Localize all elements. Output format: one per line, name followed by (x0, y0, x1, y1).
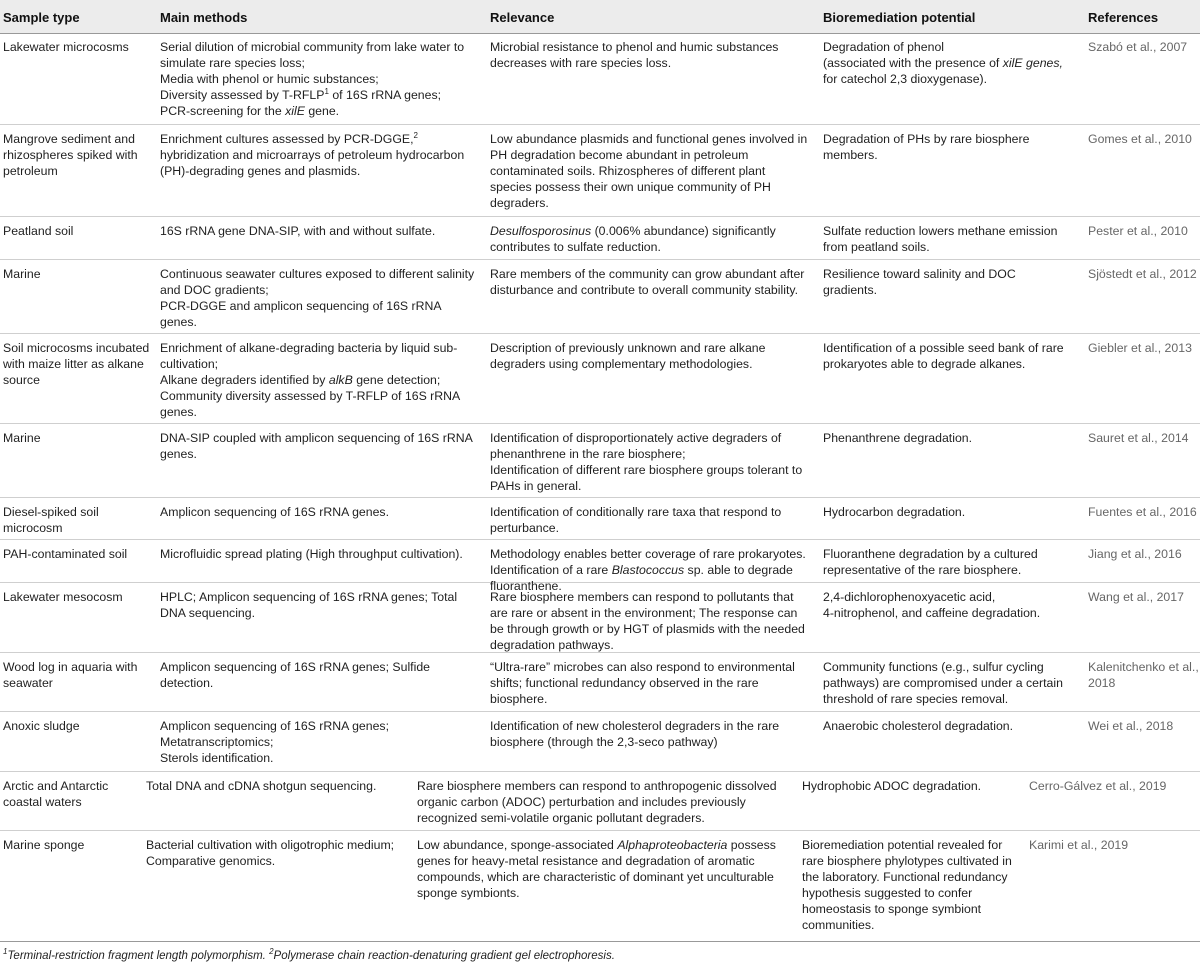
reference-cell: Cerro-Gálvez et al., 2019 (1029, 779, 1167, 793)
potential-cell: Degradation of phenol (associated with the presence of xilE genes, for catechol 2,3 dioxygenase). (823, 40, 1063, 86)
reference-cell: Gomes et al., 2010 (1088, 132, 1192, 146)
methods-cell: Enrichment cultures assessed by PCR-DGGE,$^2$ hybridization and microarrays of petroleum hydrocarbon (PH)-degrading genes and plasmids. (160, 130, 465, 178)
table-row (0, 653, 1200, 712)
methods-cell: Amplicon sequencing of 16S rRNA genes; Sulfide detection. (160, 660, 431, 690)
reference-cell: Sauret et al., 2014 (1088, 431, 1189, 445)
potential-cell: Hydrocarbon degradation. (823, 505, 966, 519)
table-row (0, 712, 1200, 772)
methods-cell: Serial dilution of microbial community from lake water to simulate rare species loss; Media with phenol or humic substances; Diversity assessed by T-RFLP$^1$ of 16S rRNA genes; PCR-screening for the xilE gene. (160, 40, 465, 118)
reference-cell: Jiang et al., 2016 (1088, 547, 1182, 561)
reference-cell: Pester et al., 2010 (1088, 224, 1188, 238)
relevance-cell: Identification of conditionally rare taxa that respond to perturbance. (490, 505, 782, 535)
relevance-cell: Methodology enables better coverage of rare prokaryotes. Identification of a rare Blastococcus sp. able to degrade fluoranthene. (490, 547, 806, 593)
relevance-cell: Low abundance, sponge-associated Alphaproteobacteria possess genes for heavy-metal resistance and degradation of aromatic compounds, which are characteristic of dominant yet unculturable sponge symbionts. (417, 838, 776, 900)
table-row (0, 831, 1200, 940)
sample-type-cell: Lakewater mesocosm (3, 590, 123, 604)
potential-cell: Sulfate reduction lowers methane emission from peatland soils. (823, 224, 1058, 254)
methods-cell: DNA-SIP coupled with amplicon sequencing of 16S rRNA genes. (160, 431, 473, 461)
table-row (0, 260, 1200, 334)
sample-type-cell: Marine (3, 267, 41, 281)
relevance-cell: Identification of new cholesterol degraders in the rare biosphere (through the 2,3-seco pathway) (490, 719, 780, 749)
header-relevance: Relevance (490, 10, 555, 25)
reference-cell: Wei et al., 2018 (1088, 719, 1174, 733)
reference-cell: Szabó et al., 2007 (1088, 40, 1188, 54)
sample-type-cell: Arctic and Antarctic coastal waters (3, 779, 109, 809)
header-sample-type: Sample type (3, 10, 80, 25)
relevance-cell: Identification of disproportionately active degraders of phenanthrene in the rare biosphere; Identification of different rare biosphere groups tolerant to PAHs in general. (490, 431, 803, 493)
methods-cell: HPLC; Amplicon sequencing of 16S rRNA genes; Total DNA sequencing. (160, 590, 458, 620)
table-row (0, 217, 1200, 260)
relevance-cell: Rare members of the community can grow abundant after disturbance and contribute to overall community stability. (490, 267, 805, 297)
relevance-cell: Low abundance plasmids and functional genes involved in PH degradation become abundant in petroleum contaminated soils. Rhizospheres of different plant species possess their own unique community of PH degraders. (490, 132, 808, 210)
methods-cell: Microfluidic spread plating (High throughput cultivation). (160, 547, 463, 561)
potential-cell: 2,4-dichlorophenoxyacetic acid, 4-nitrophenol, and caffeine degradation. (823, 590, 1041, 620)
potential-cell: Identification of a possible seed bank of rare prokaryotes able to degrade alkanes. (823, 341, 1064, 371)
sample-type-cell: Lakewater microcosms (3, 40, 129, 54)
relevance-cell: Microbial resistance to phenol and humic substances decreases with rare species loss. (490, 40, 779, 70)
header-bioremediation-potential: Bioremediation potential (823, 10, 976, 25)
methods-cell: Amplicon sequencing of 16S rRNA genes. (160, 505, 389, 519)
table-row (0, 583, 1200, 653)
methods-cell: 16S rRNA gene DNA-SIP, with and without sulfate. (160, 224, 436, 238)
header-references: References (1088, 10, 1159, 25)
methods-cell: Total DNA and cDNA shotgun sequencing. (146, 779, 377, 793)
table-row (0, 33, 1200, 125)
sample-type-cell: Diesel-spiked soil microcosm (3, 505, 99, 535)
relevance-cell: Description of previously unknown and rare alkane degraders using complementary methodologies. (490, 341, 766, 371)
sample-type-cell: Mangrove sediment and rhizospheres spiked with petroleum (3, 132, 138, 178)
table-row (0, 334, 1200, 424)
table-row (0, 772, 1200, 831)
reference-cell: Kalenitchenko et al., 2018 (1088, 660, 1199, 690)
table-footnote: $^1$Terminal-restriction fragment length polymorphism. $^2$Polymerase chain reaction-denaturing gradient gel electrophoresis. (3, 947, 615, 962)
table-row (0, 540, 1200, 593)
potential-cell: Fluoranthene degradation by a cultured representative of the rare biosphere. (823, 547, 1038, 577)
sample-type-cell: Soil microcosms incubated with maize litter as alkane source (3, 341, 150, 387)
table-row (0, 498, 1200, 540)
header-main-methods: Main methods (160, 10, 248, 25)
reference-cell: Giebler et al., 2013 (1088, 341, 1192, 355)
table-row (0, 424, 1200, 498)
methods-cell: Bacterial cultivation with oligotrophic medium; Comparative genomics. (146, 838, 395, 868)
methods-cell: Amplicon sequencing of 16S rRNA genes; Metatranscriptomics; Sterols identification. (160, 719, 389, 765)
reference-cell: Sjöstedt et al., 2012 (1088, 267, 1197, 281)
sample-type-cell: Wood log in aquaria with seawater (3, 660, 138, 690)
potential-cell: Anaerobic cholesterol degradation. (823, 719, 1014, 733)
reference-cell: Wang et al., 2017 (1088, 590, 1184, 604)
relevance-cell: Rare biosphere members can respond to pollutants that are rare or absent in the environment; The response can be through growth or by HGT of plasmids with the needed degradation pathways. (490, 590, 805, 652)
potential-cell: Community functions (e.g., sulfur cycling pathways) are compromised under a certain threshold of rare species removal. (823, 660, 1063, 706)
sample-type-cell: Anoxic sludge (3, 719, 80, 733)
methods-cell: Continuous seawater cultures exposed to different salinity and DOC gradients; PCR-DGGE and amplicon sequencing of 16S rRNA genes. (160, 267, 475, 329)
sample-type-cell: PAH-contaminated soil (3, 547, 128, 561)
sample-type-cell: Peatland soil (3, 224, 74, 238)
sample-type-cell: Marine (3, 431, 41, 445)
methods-cell: Enrichment of alkane-degrading bacteria by liquid sub-cultivation; Alkane degraders identified by alkB gene detection; Community diversity assessed by T-RFLP of 16S rRNA genes. (160, 341, 460, 419)
reference-cell: Karimi et al., 2019 (1029, 838, 1129, 852)
sample-type-cell: Marine sponge (3, 838, 85, 852)
relevance-cell: Desulfosporosinus (0.006% abundance) significantly contributes to sulfate reduction. (490, 224, 776, 254)
potential-cell: Phenanthrene degradation. (823, 431, 973, 445)
footer-divider (0, 941, 1200, 942)
table-header (0, 0, 1200, 34)
potential-cell: Hydrophobic ADOC degradation. (802, 779, 982, 793)
relevance-cell: “Ultra-rare” microbes can also respond to environmental shifts; functional redundancy observed in the rare biosphere. (490, 660, 795, 706)
potential-cell: Bioremediation potential revealed for rare biosphere phylotypes cultivated in the laboratory. Functional redundancy hypothesis suggested to confer homeostasis to sponge symbiont communities. (802, 838, 1012, 932)
relevance-cell: Rare biosphere members can respond to anthropogenic dissolved organic carbon (ADOC) perturbation and includes previously recognized semi-volatile organic pollutant degraders. (417, 779, 777, 825)
reference-cell: Fuentes et al., 2016 (1088, 505, 1197, 519)
potential-cell: Resilience toward salinity and DOC gradients. (823, 267, 1016, 297)
potential-cell: Degradation of PHs by rare biosphere members. (823, 132, 1030, 162)
table-row (0, 125, 1200, 217)
